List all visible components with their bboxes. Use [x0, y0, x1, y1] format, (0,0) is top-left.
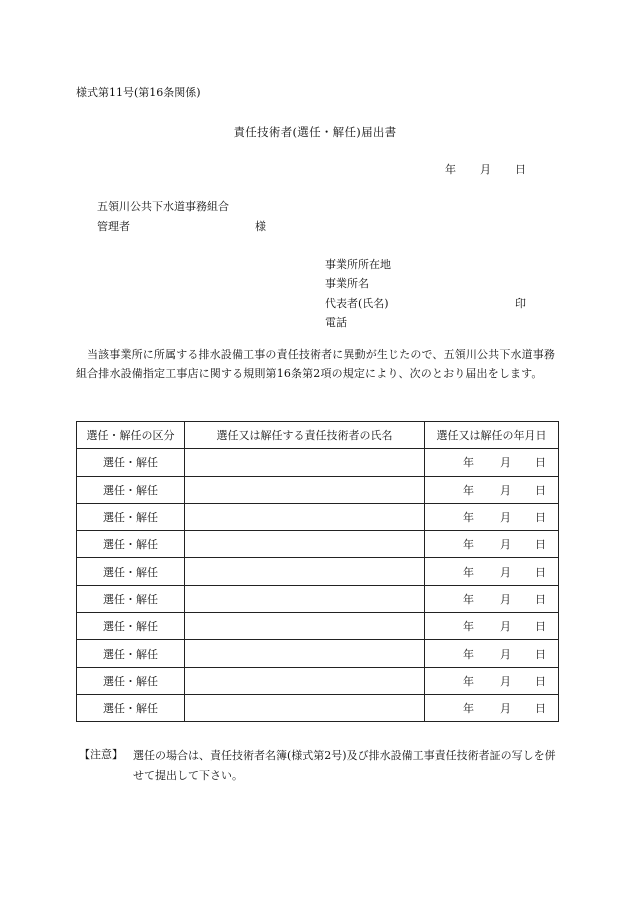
form-number: 様式第11号(第16条関係) [76, 86, 201, 99]
row-date-field[interactable] [425, 640, 559, 667]
row-kind: 選任・解任 [77, 503, 185, 530]
row-kind: 選任・解任 [77, 667, 185, 694]
row-date-day: 日 [535, 456, 546, 470]
body-paragraph: 当該事業所に所属する排水設備工事の責任技術者に異動が生じたので、五領川公共下水道事務組合排水設備指定工事店に関する規則第16条第2項の規定により、次のとおり届出をします。 [76, 348, 556, 380]
seal-mark: 印 [515, 296, 526, 310]
row-date-month: 月 [500, 565, 511, 579]
row-date-month: 月 [500, 674, 511, 688]
row-name-field[interactable] [185, 667, 425, 694]
row-date-field[interactable] [425, 449, 559, 476]
row-name-field[interactable] [185, 613, 425, 640]
row-kind: 選任・解任 [77, 640, 185, 667]
table-row [77, 558, 559, 585]
table-row [77, 531, 559, 558]
row-date-year: 年 [463, 620, 474, 634]
row-kind: 選任・解任 [77, 558, 185, 585]
applicant-representative-row [325, 294, 535, 313]
addressee-honorific: 様 [255, 220, 266, 233]
row-kind: 選任・解任 [77, 476, 185, 503]
note-text: 選任の場合は、責任技術者名簿(様式第2号)及び排水設備工事責任技術者証の写しを併せて提出して下さい。 [133, 749, 556, 782]
row-name-field[interactable] [185, 476, 425, 503]
row-date-field[interactable] [425, 531, 559, 558]
row-date-field[interactable] [425, 503, 559, 530]
applicant-name-label: 事業所名 [325, 277, 369, 291]
row-name-field[interactable] [185, 503, 425, 530]
addressee-administrator: 管理者 [97, 220, 130, 233]
row-kind: 選任・解任 [77, 585, 185, 612]
row-date-year: 年 [463, 592, 474, 606]
row-name-field[interactable] [185, 694, 425, 721]
row-date-month: 月 [500, 456, 511, 470]
table-row [77, 585, 559, 612]
table-row [77, 694, 559, 721]
row-name-field[interactable] [185, 558, 425, 585]
table-row [77, 449, 559, 476]
date-month: 月 [480, 163, 491, 176]
row-name-field[interactable] [185, 531, 425, 558]
row-date-day: 日 [535, 565, 546, 579]
row-name-field[interactable] [185, 449, 425, 476]
row-date-month: 月 [500, 483, 511, 497]
row-kind: 選任・解任 [77, 531, 185, 558]
note-label: 【注意】 [79, 748, 123, 761]
row-date-day: 日 [535, 538, 546, 552]
row-kind: 選任・解任 [77, 449, 185, 476]
row-date-day: 日 [535, 592, 546, 606]
date-day: 日 [515, 163, 526, 176]
row-date-field[interactable] [425, 476, 559, 503]
row-date-month: 月 [500, 702, 511, 716]
row-kind: 選任・解任 [77, 613, 185, 640]
header-kind: 選任・解任の区分 [77, 422, 185, 449]
header-date: 選任又は解任の年月日 [425, 422, 559, 449]
row-date-day: 日 [535, 647, 546, 661]
table-row [77, 667, 559, 694]
row-date-day: 日 [535, 702, 546, 716]
applicant-representative-label: 代表者(氏名) [325, 296, 389, 310]
row-date-day: 日 [535, 483, 546, 497]
row-date-month: 月 [500, 647, 511, 661]
header-name: 選任又は解任する責任技術者の氏名 [185, 422, 425, 449]
row-date-year: 年 [463, 538, 474, 552]
row-date-month: 月 [500, 592, 511, 606]
table-row [77, 613, 559, 640]
row-date-day: 日 [535, 674, 546, 688]
row-date-year: 年 [463, 456, 474, 470]
row-date-month: 月 [500, 511, 511, 525]
row-date-day: 日 [535, 620, 546, 634]
row-date-field[interactable] [425, 613, 559, 640]
row-date-month: 月 [500, 538, 511, 552]
row-date-field[interactable] [425, 585, 559, 612]
row-name-field[interactable] [185, 585, 425, 612]
table-row [77, 503, 559, 530]
table-row [77, 476, 559, 503]
row-date-year: 年 [463, 483, 474, 497]
row-name-field[interactable] [185, 640, 425, 667]
row-date-field[interactable] [425, 558, 559, 585]
date-year: 年 [445, 163, 456, 176]
row-date-field[interactable] [425, 694, 559, 721]
appointment-table [76, 421, 559, 722]
row-date-month: 月 [500, 620, 511, 634]
row-date-year: 年 [463, 511, 474, 525]
row-date-field[interactable] [425, 667, 559, 694]
submission-date [445, 161, 526, 177]
addressee-organization: 五領川公共下水道事務組合 [97, 200, 229, 213]
row-date-year: 年 [463, 565, 474, 579]
document-title: 責任技術者(選任・解任)届出書 [233, 125, 397, 139]
row-date-day: 日 [535, 511, 546, 525]
applicant-address-label: 事業所所在地 [325, 258, 391, 271]
row-date-year: 年 [463, 702, 474, 716]
row-kind: 選任・解任 [77, 694, 185, 721]
row-date-year: 年 [463, 647, 474, 661]
applicant-phone-label: 電話 [325, 315, 347, 329]
table-header-row [77, 422, 559, 449]
applicant-block [325, 255, 535, 332]
row-date-year: 年 [463, 674, 474, 688]
table-row [77, 640, 559, 667]
